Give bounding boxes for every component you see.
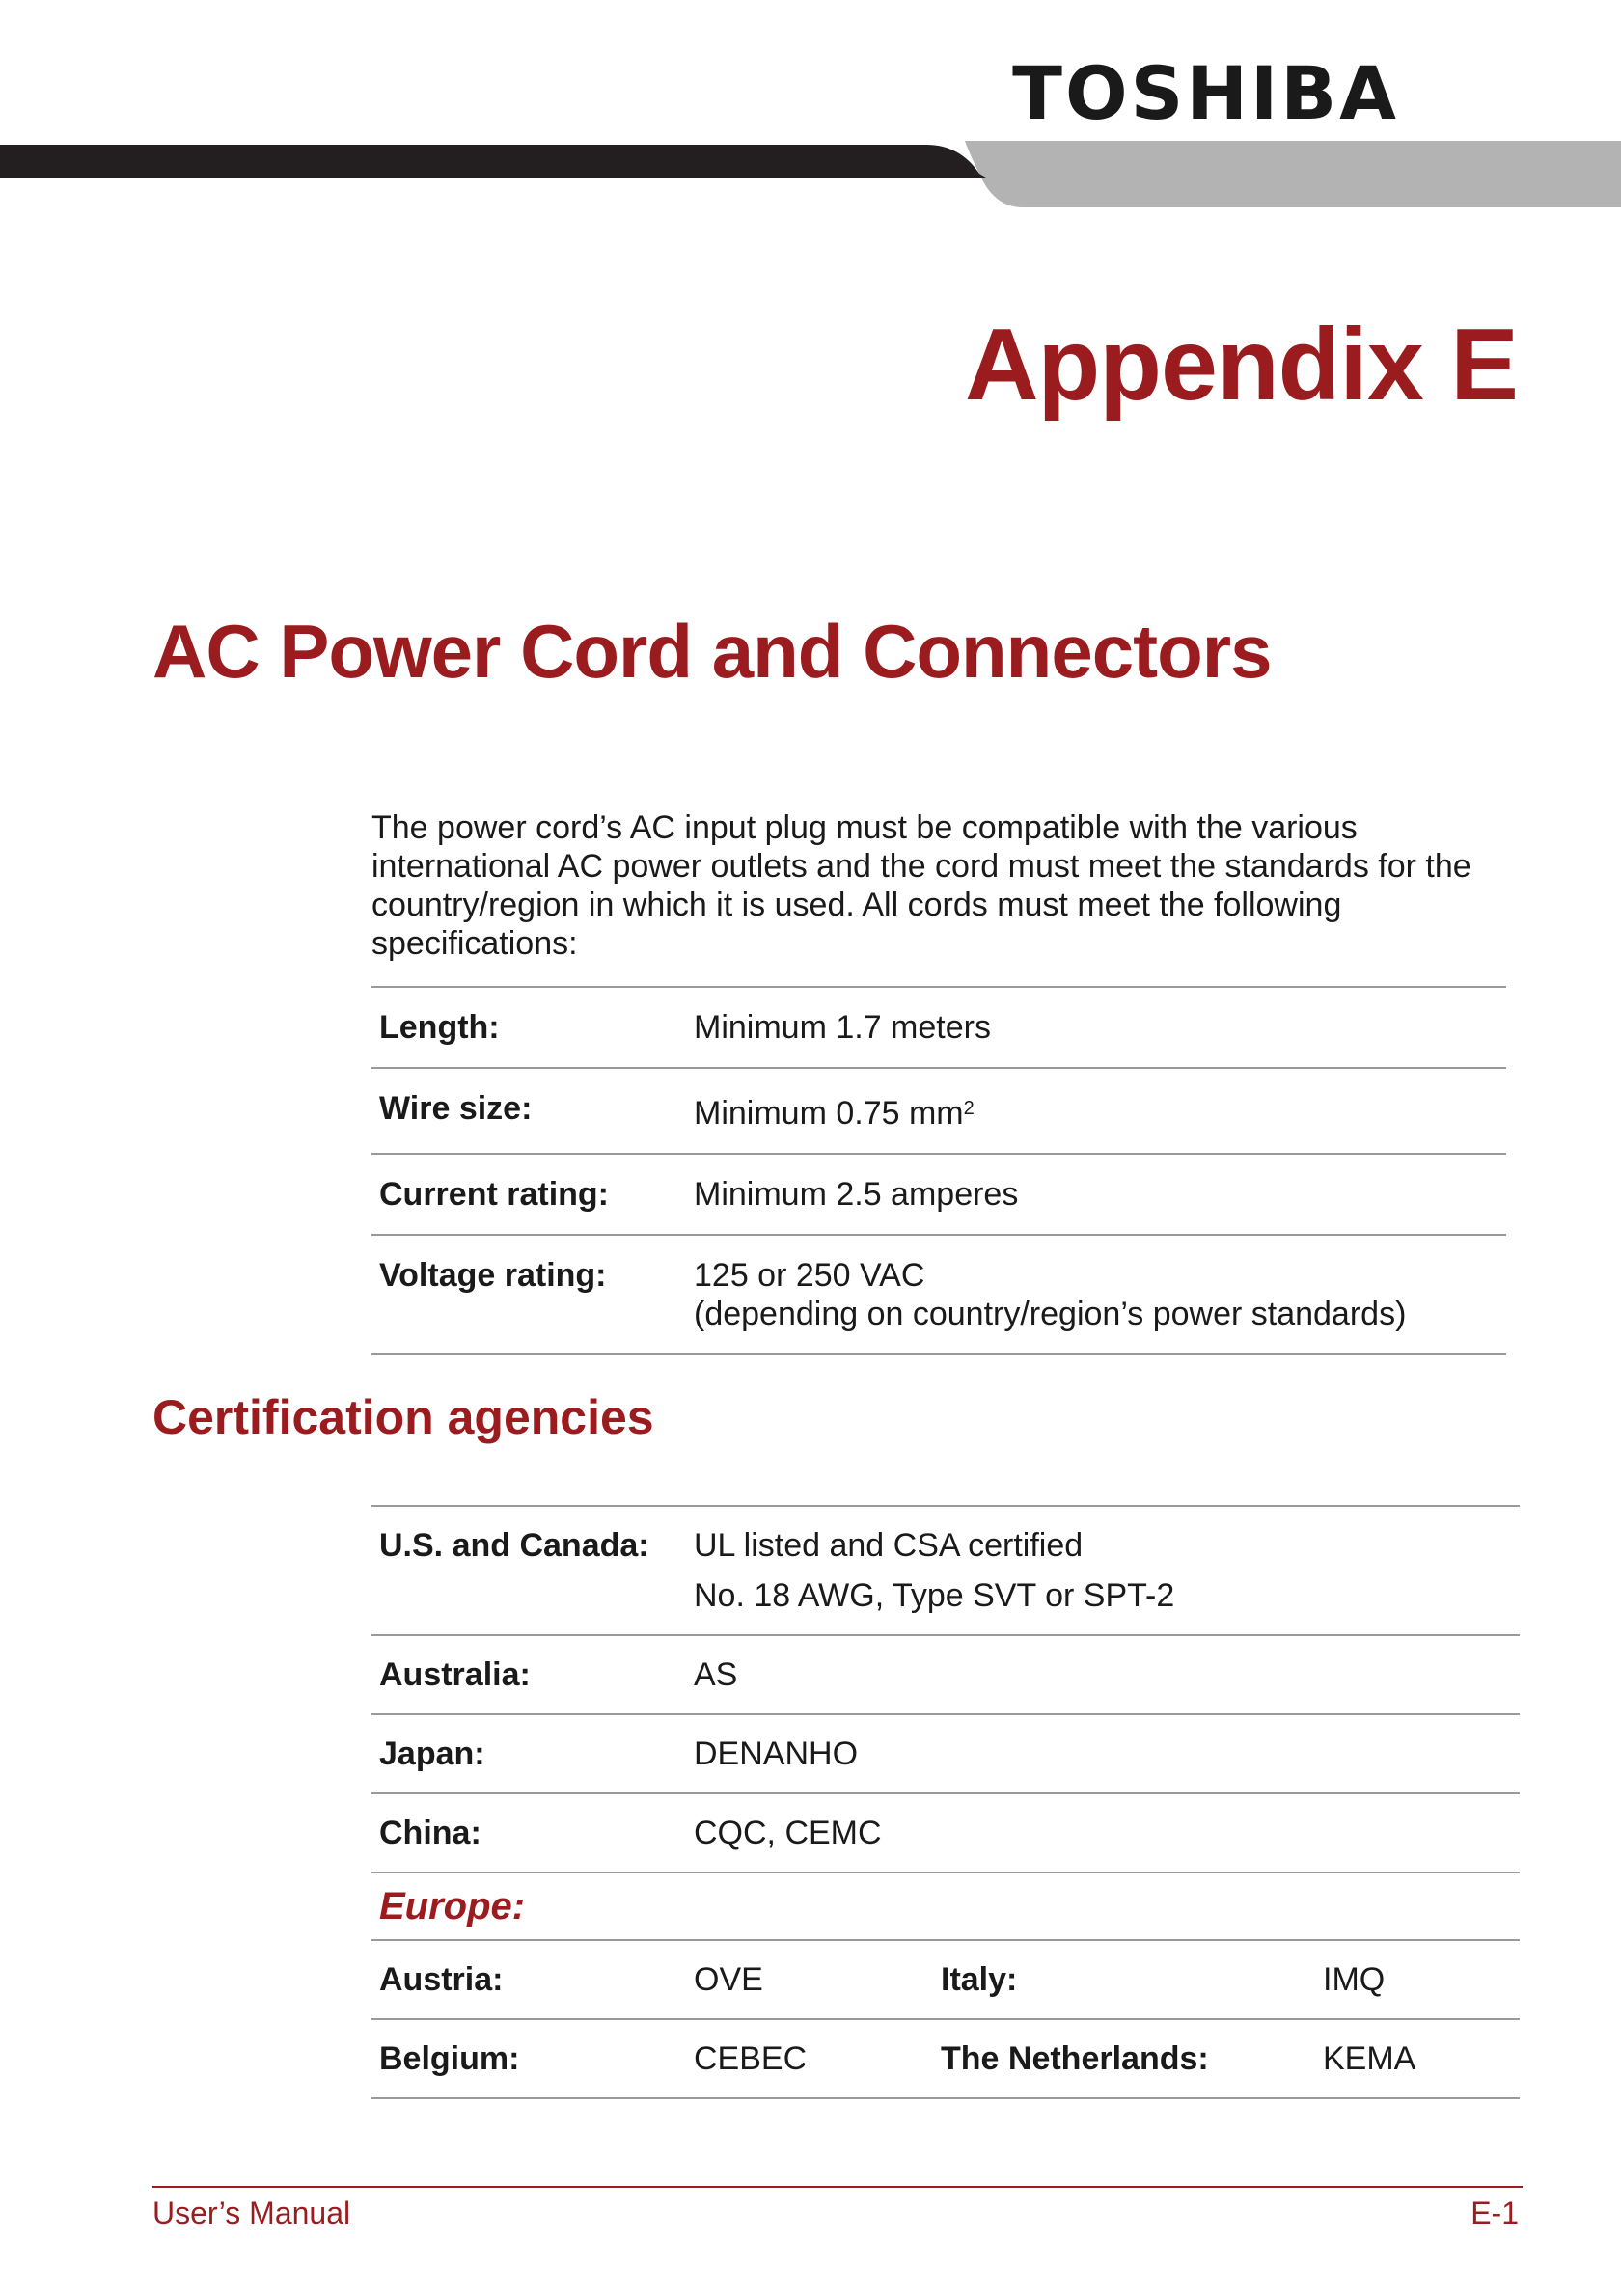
spec-value: Minimum 2.5 amperes xyxy=(686,1154,1506,1235)
cert-label: Australia: xyxy=(371,1635,686,1714)
cert-label: Austria: xyxy=(371,1940,686,2019)
spec-label: Wire size: xyxy=(371,1068,686,1154)
spec-value-cell xyxy=(686,1068,1506,1154)
cert-value: DENANHO xyxy=(686,1714,1520,1793)
spec-value-cell xyxy=(686,1235,1506,1354)
certification-heading: Certification agencies xyxy=(152,1390,654,1444)
cert-label: China: xyxy=(371,1793,686,1872)
spec-value: 125 or 250 VAC xyxy=(694,1257,925,1294)
power-cord-spec-table xyxy=(371,986,1506,1355)
cert-label: U.S. and Canada: xyxy=(371,1506,686,1635)
appendix-title: Appendix E xyxy=(964,308,1518,422)
table-row xyxy=(371,1635,1520,1714)
table-row xyxy=(371,1506,1520,1635)
table-row xyxy=(371,987,1506,1068)
cert-value: IMQ xyxy=(1315,1940,1520,2019)
table-row xyxy=(371,1940,1520,2019)
cert-label: Japan: xyxy=(371,1714,686,1793)
table-row xyxy=(371,1235,1506,1354)
spec-label: Voltage rating: xyxy=(371,1235,686,1354)
spec-value: Minimum 0.75 mm xyxy=(694,1095,964,1132)
table-row xyxy=(371,1068,1506,1154)
certification-table xyxy=(371,1505,1520,2099)
spec-value-note: (depending on country/region’s power standards) xyxy=(694,1296,1407,1332)
table-row xyxy=(371,1714,1520,1793)
cert-value: OVE xyxy=(686,1940,933,2019)
cert-value: CQC, CEMC xyxy=(686,1793,1520,1872)
spec-label: Current rating: xyxy=(371,1154,686,1235)
europe-heading: Europe: xyxy=(371,1872,1520,1940)
spec-value: Minimum 1.7 meters xyxy=(686,987,1506,1068)
table-row xyxy=(371,1154,1506,1235)
table-row xyxy=(371,1872,1520,1940)
section-title: AC Power Cord and Connectors xyxy=(152,609,1272,694)
table-row xyxy=(371,2019,1520,2098)
footer-rule xyxy=(152,2186,1523,2188)
cert-value-detail: No. 18 AWG, Type SVT or SPT-2 xyxy=(694,1577,1175,1614)
cert-label: The Netherlands: xyxy=(933,2019,1315,2098)
page-number: E-1 xyxy=(1470,2196,1519,2230)
cert-label: Belgium: xyxy=(371,2019,686,2098)
cert-value: KEMA xyxy=(1315,2019,1520,2098)
cert-value: AS xyxy=(686,1635,1520,1714)
intro-paragraph: The power cord’s AC input plug must be compatible with the various international AC power outlets and the cord must meet the standards for the country/region in which it is used. All cords must meet the following specifications: xyxy=(371,809,1471,962)
table-row xyxy=(371,1793,1520,1872)
unit-superscript: 2 xyxy=(963,1098,975,1119)
cert-label: Italy: xyxy=(933,1940,1315,2019)
spec-label: Length: xyxy=(371,987,686,1068)
toshiba-logo: TOSHIBA xyxy=(1012,50,1399,136)
header-band xyxy=(0,135,1621,212)
cert-value: UL listed and CSA certified xyxy=(694,1527,1084,1564)
footer-manual-label: User’s Manual xyxy=(152,2196,351,2230)
cert-value: CEBEC xyxy=(686,2019,933,2098)
cert-value-cell xyxy=(686,1506,1520,1635)
